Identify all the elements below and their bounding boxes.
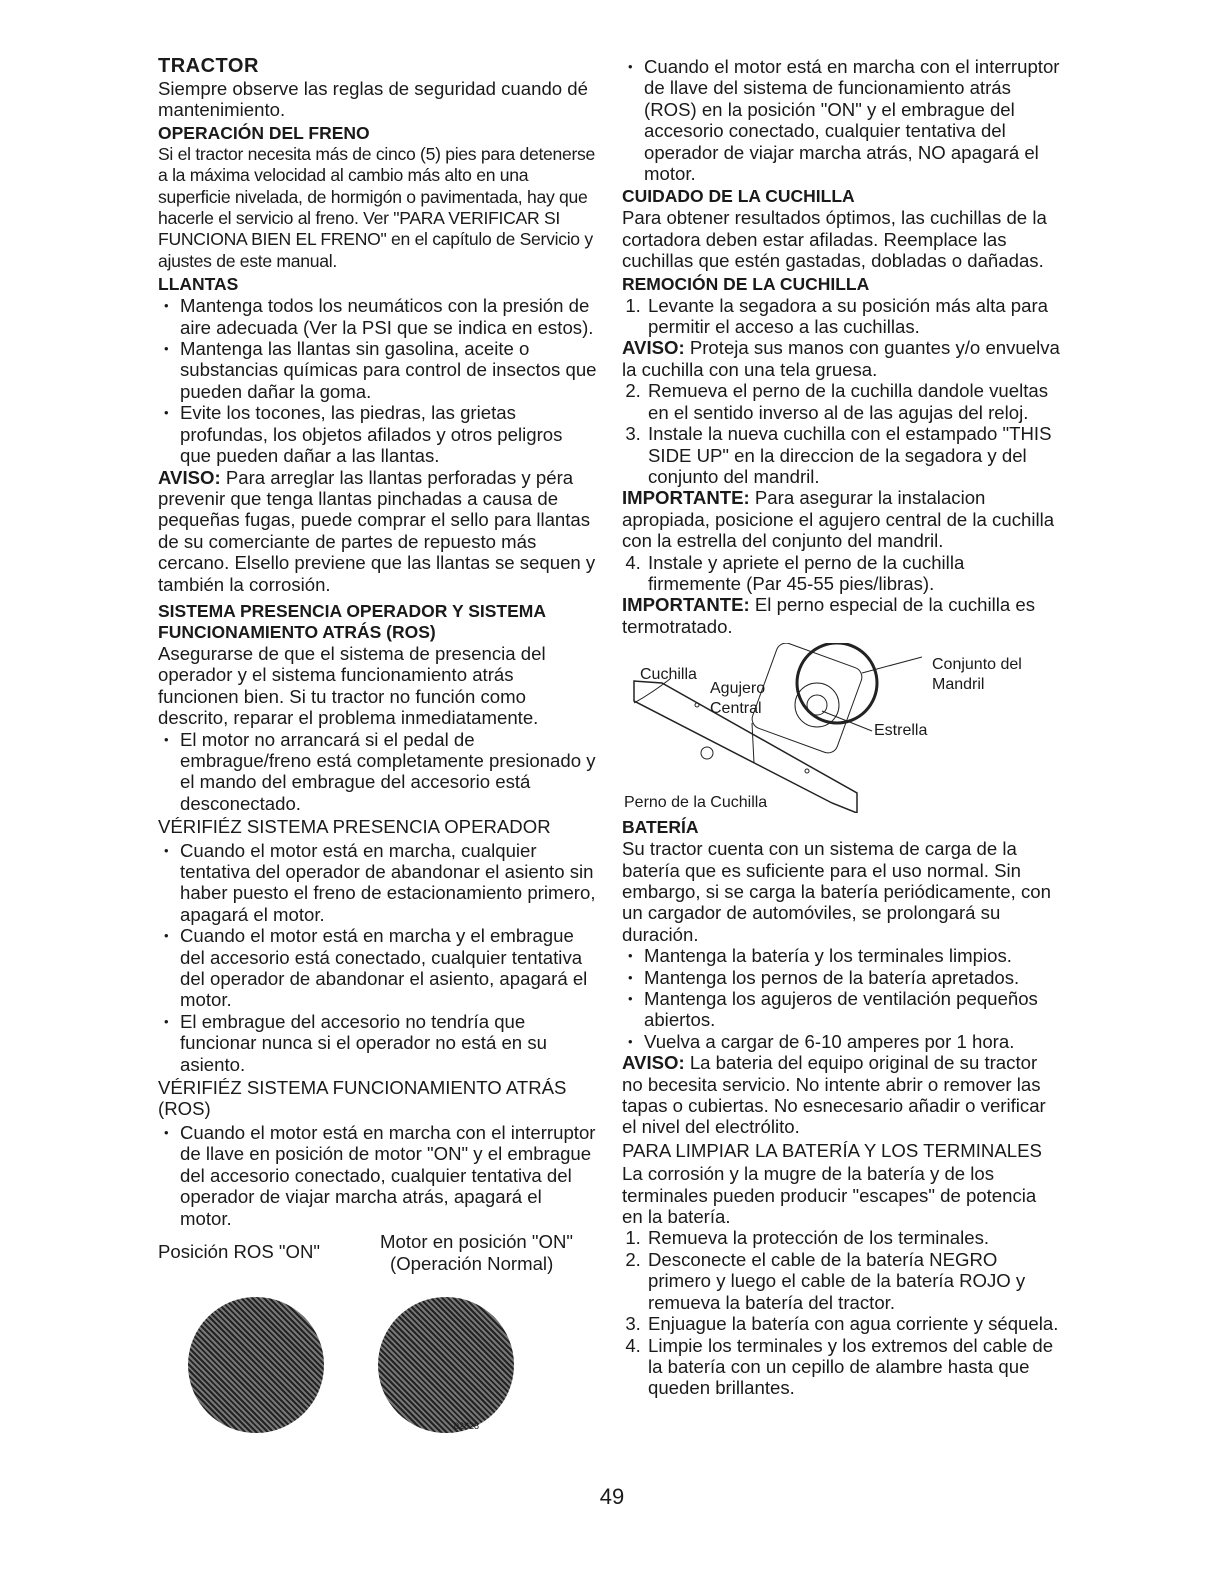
- list-item: 4. Limpie los terminales y los extremos del cable de la batería con un cepillo de alambre hasta que queden brillantes.: [646, 1335, 1062, 1399]
- aviso-text: Para arreglar las llantas perforadas y péra prevenir que tenga llantas pinchadas a causa de pequeñas fugas, puede comprar el sello para llantas de su comerciante de partes de repuesto más cercano. Elsello previene que las llantas se sequen y también la corrosión.: [158, 466, 596, 595]
- list-item: 3. Enjuague la batería con agua corriente y séquela.: [646, 1313, 1062, 1334]
- remocion-steps-2-3: [622, 380, 1062, 487]
- label-central: Central: [710, 700, 762, 718]
- heading-verif-presencia: VÉRIFIÉZ SISTEMA PRESENCIA OPERADOR: [158, 816, 551, 838]
- remocion-step-1: [622, 295, 1062, 338]
- figure-code: 02828: [454, 1420, 480, 1431]
- dial-ros-label: Posición ROS "ON": [158, 1240, 320, 1262]
- page-number: 49: [599, 1484, 625, 1509]
- ros-text: Asegurarse de que el sistema de presencia del operador y el sistema funcionamiento atrás funcionen bien. Si tu tractor no función como descrito, reparar el problema inmediatamente.: [158, 642, 546, 729]
- list-item: • El motor no arrancará si el pedal de embrague/freno está completamente presionado y el mando del embrague del accesorio está desconectado.: [180, 729, 598, 815]
- llantas-list: [158, 295, 598, 466]
- verif-presencia-list: [158, 840, 598, 1075]
- blade-diagram: [622, 643, 1062, 813]
- aviso-bateria: [622, 1052, 1062, 1138]
- key-switch-ros-icon: [188, 1297, 324, 1433]
- list-item: • Cuando el motor está en marcha con el interruptor de llave en posición de motor "ON" y el embrague del accesorio conectado, cualquier tentativa del operador de viajar marcha atrás, apagará el motor.: [180, 1122, 598, 1229]
- aviso-text: La bateria del equipo original de su tractor no becesita servicio. No intente abrir o remover las tapas o cubiertas. No esnecesario añadir o verificar el nivel del electrólito.: [622, 1052, 1046, 1138]
- importante-label: IMPORTANTE:: [622, 487, 750, 509]
- list-item: • Cuando el motor está en marcha, cualquier tentativa del operador de abandonar el asiento sin haber puesto el freno de estacionamiento primero, apagará el motor.: [180, 840, 598, 926]
- heading-remocion: REMOCIÓN DE LA CUCHILLA: [622, 273, 870, 294]
- aviso-guantes: [622, 337, 1062, 380]
- list-item: • Mantenga todos los neumáticos con la presión de aire adecuada (Ver la PSI que se indica en estos).: [180, 295, 598, 338]
- list-item: • Mantenga las llantas sin gasolina, aceite o substancias químicas para control de insectos que pueden dañar la goma.: [180, 338, 598, 402]
- importante-label: IMPORTANTE:: [622, 594, 750, 616]
- label-mandril: Mandril: [932, 676, 985, 694]
- aviso-text: Proteja sus manos con guantes y/o envuelva la cuchilla con una tela gruesa.: [622, 337, 1060, 380]
- verif-ros-list: [158, 1122, 598, 1229]
- list-item: • Vuelva a cargar de 6-10 amperes por 1 hora.: [644, 1031, 1062, 1052]
- dial-normal-label: Motor en posición "ON": [380, 1230, 574, 1252]
- cuidado-text: Para obtener resultados óptimos, las cuchillas de la cortadora deben estar afiladas. Reemplace las cuchillas que estén gastadas, dobladas o dañadas.: [622, 207, 1047, 272]
- intro-text: Siempre observe las reglas de seguridad cuando dé mantenimiento.: [158, 78, 588, 121]
- importante-text: Para asegurar la instalacion apropiada, posicione el agujero central de la cuchilla con la estrella del conjunto del mandril.: [622, 487, 1055, 552]
- heading-llantas: LLANTAS: [158, 274, 239, 295]
- limpiar-steps: [622, 1227, 1062, 1398]
- list-item: 1. Remueva la protección de los terminales.: [646, 1227, 1062, 1248]
- aviso-label: AVISO:: [158, 466, 221, 488]
- list-item: • Mantenga los agujeros de ventilación pequeños abiertos.: [644, 988, 1062, 1031]
- aviso-label: AVISO:: [622, 1052, 685, 1074]
- heading-cuidado: CUIDADO DE LA CUCHILLA: [622, 186, 855, 207]
- ros-on-list: [622, 56, 1062, 184]
- list-item: 4. Instale y apriete el perno de la cuchilla firmemente (Par 45-55 pies/libras).: [646, 552, 1062, 595]
- label-cuchilla: Cuchilla: [640, 666, 697, 684]
- heading-freno: OPERACIÓN DEL FRENO: [158, 122, 370, 143]
- dial-normal-sublabel: (Operación Normal): [390, 1252, 554, 1274]
- aviso-label: AVISO:: [622, 337, 685, 359]
- importante-text: El perno especial de la cuchilla es termotratado.: [622, 594, 1036, 637]
- importante-1: [622, 487, 1062, 551]
- list-item: 2. Desconecte el cable de la batería NEGRO primero y luego el cable de la batería ROJO y remueva la batería del tractor.: [646, 1249, 1062, 1313]
- heading-ros: SISTEMA PRESENCIA OPERADOR Y SISTEMA FUNCIONAMIENTO ATRÁS (ROS): [158, 600, 546, 642]
- list-item: • Cuando el motor está en marcha y el embrague del accesorio está conectado, cualquier tentativa del operador de abandonar el asiento, apagará el motor.: [180, 925, 598, 1011]
- heading-bateria: BATERÍA: [622, 817, 699, 838]
- list-item: 2. Remueva el perno de la cuchilla dandole vueltas en el sentido inverso al de las agujas del reloj.: [646, 380, 1062, 423]
- label-agujero: Agujero: [710, 680, 766, 698]
- right-column: [622, 56, 1062, 1399]
- freno-text: Si el tractor necesita más de cinco (5) pies para detenerse a la máxima velocidad al cambio más alto en una superficie nivelada, de hormigón o pavimentada, hay que hacerle el servicio al freno. Ver "PARA VERIFICAR SI FUNCIONA BIEN EL FRENO" en el capítulo de Servicio y ajustes de este manual.: [158, 143, 596, 271]
- heading-limpiar: PARA LIMPIAR LA BATERÍA Y LOS TERMINALES: [622, 1139, 1042, 1161]
- list-item: • Mantenga la batería y los terminales limpios.: [644, 945, 1062, 966]
- list-item: • El embrague del accesorio no tendría que funcionar nunca si el operador no está en su asiento.: [180, 1011, 598, 1075]
- label-conjunto: Conjunto del: [932, 656, 1022, 674]
- list-item: • Evite los tocones, las piedras, las grietas profundas, los objetos afilados y otros peligros que pueden dañar a las llantas.: [180, 402, 598, 466]
- list-item: 3. Instale la nueva cuchilla con el estampado "THIS SIDE UP" en la direccion de la segadora y del conjunto del mandril.: [646, 423, 1062, 487]
- key-switch-on-icon: [378, 1297, 514, 1433]
- remocion-step-4: [622, 552, 1062, 595]
- label-estrella: Estrella: [874, 722, 928, 740]
- heading-verif-ros: VÉRIFIÉZ SISTEMA FUNCIONAMIENTO ATRÁS (ROS): [158, 1077, 567, 1120]
- label-perno: Perno de la Cuchilla: [624, 794, 768, 812]
- list-item: • Cuando el motor está en marcha con el interruptor de llave del sistema de funcionamiento atrás (ROS) en la posición "ON" y el embrague del accesorio conectado, cualquier tentativa del operador de viajar marcha atrás, NO apagará el motor.: [644, 56, 1062, 184]
- limpiar-text: La corrosión y la mugre de la batería y de los terminales pueden producir "escapes" de potencia en la batería.: [622, 1163, 1037, 1228]
- ros-list: [158, 729, 598, 815]
- left-column: [158, 54, 598, 1439]
- bateria-list: [622, 945, 1062, 1052]
- key-switch-figure: [158, 1229, 598, 1439]
- importante-2: [622, 594, 1062, 637]
- bateria-text: Su tractor cuenta con un sistema de carga de la batería que es suficiente para el uso normal. Sin embargo, si se carga la batería periódicamente, con un cargador de automóviles, se prolongará su duración.: [622, 838, 1051, 945]
- section-title: TRACTOR: [158, 55, 259, 77]
- aviso-llantas: [158, 467, 598, 595]
- list-item: 1. Levante la segadora a su posición más alta para permitir el acceso a las cuchillas.: [646, 295, 1062, 338]
- list-item: • Mantenga los pernos de la batería apretados.: [644, 967, 1062, 988]
